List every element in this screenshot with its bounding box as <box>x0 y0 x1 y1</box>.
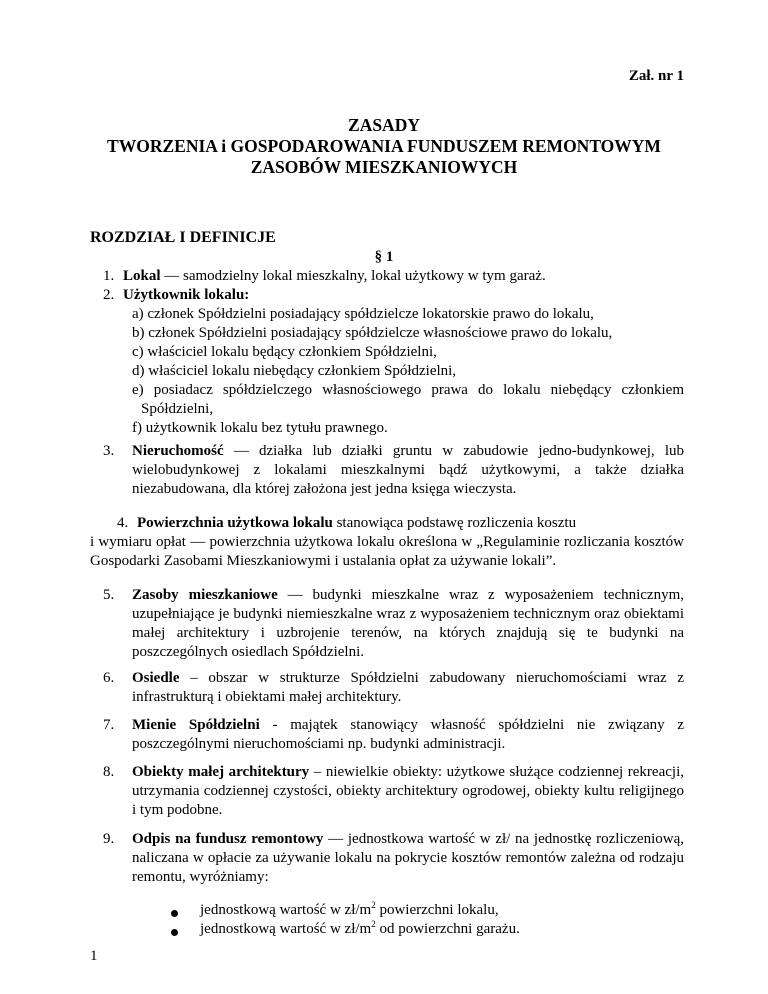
superscript: 2 <box>371 919 376 929</box>
item-text: — samodzielny lokal mieszkalny, lokal użytkowy w tym garaż. <box>160 268 546 284</box>
item-number: 1. <box>103 268 115 284</box>
bullet-icon <box>171 910 178 917</box>
superscript: 2 <box>371 900 376 910</box>
item-number: 5. <box>103 587 115 603</box>
item-number: 7. <box>103 717 115 733</box>
list-item: a) członek Spółdzielni posiadający spółdzielcze lokatorskie prawo do lokalu, <box>132 306 594 322</box>
title-line-2: TWORZENIA i GOSPODAROWANIA FUNDUSZEM REMONTOWYM <box>107 136 661 156</box>
definition-item-6 <box>132 669 684 707</box>
item-text: — działka lub działki gruntu w zabudowie jedno-budynkowej, lub wielobudynkowej z lokalami mieszkalnymi bądź użytkowymi, a także działka niezabudowana, dla której założona jest jedna księga wieczysta. <box>132 443 684 497</box>
bullet-item: jednostkową wartość w $zł/m^2$ od powierzchni garażu. <box>200 919 520 937</box>
item-number: 3. <box>103 443 115 459</box>
item-text: - majątek stanowiący własność spółdzielni nie związany z poszczególnymi nieruchomościami np. budynki administracji. <box>132 717 684 752</box>
definition-item-9 <box>132 830 684 887</box>
chapter-heading: ROZDZIAŁ I DEFINICJE <box>90 229 276 246</box>
item-number: 9. <box>103 831 115 847</box>
definition-item-2 <box>103 286 683 305</box>
item-text: stanowiąca podstawę rozliczenia kosztu <box>332 515 577 531</box>
item-term: Mienie Spółdzielni <box>132 717 260 733</box>
item-term: Nieruchomość <box>132 443 224 459</box>
item-text: – niewielkie obiekty: użytkowe służące codziennej rekreacji, utrzymania codziennej czystości, obiekty architektury ogrodowej, obiekty kultu religijnego i tym podobne. <box>132 764 684 818</box>
title-line-1: ZASADY <box>348 115 420 135</box>
list-item: e) posiadacz spółdzielczego własnościowego prawa do lokalu niebędący członkiem <box>132 382 684 398</box>
item-term: Obiekty małej architektury <box>132 764 310 780</box>
item-number: 2. <box>103 287 115 303</box>
item-number: 8. <box>103 764 115 780</box>
document-title <box>0 115 768 178</box>
definition-item-7 <box>132 716 684 754</box>
item-term: Osiedle <box>132 670 180 686</box>
page-number: 1 <box>90 948 98 964</box>
definition-item-4-continued: i wymiaru opłat — powierzchnia użytkowa lokalu określona w „Regulaminie rozliczania kosztów Gospodarki Zasobami Mieszkaniowymi i ustalania opłat za używanie lokali”. <box>90 534 684 569</box>
list-item: d) właściciel lokalu niebędący członkiem Spółdzielni, <box>132 363 457 379</box>
list-item-continuation: Spółdzielni, <box>141 401 214 417</box>
item-term: Powierzchnia użytkowa lokalu <box>137 515 333 531</box>
item-term: Zasoby mieszkaniowe <box>132 587 278 603</box>
user-types-list <box>132 305 684 438</box>
item-number: 4. <box>117 515 129 531</box>
item-term: Odpis na fundusz remontowy <box>132 831 324 847</box>
section-symbol: § 1 <box>374 249 394 265</box>
definition-item-4 <box>117 514 684 533</box>
item-term: Lokal <box>123 268 161 284</box>
item-text: – obszar w strukturze Spółdzielni zabudowany nieruchomościami wraz z infrastrukturą i obiektami małej architektury. <box>132 670 684 705</box>
item-number: 6. <box>103 670 115 686</box>
definition-item-1 <box>103 267 683 286</box>
list-item: c) właściciel lokalu będący członkiem Spółdzielni, <box>132 344 437 360</box>
definition-item-8 <box>132 763 684 820</box>
definition-item-5 <box>132 586 684 662</box>
title-line-3: ZASOBÓW MIESZKANIOWYCH <box>250 157 518 177</box>
item-term: Użytkownik lokalu: <box>123 287 250 303</box>
item-text: — jednostkowa wartość w zł/ na jednostkę rozliczeniową, naliczana w opłacie za używanie lokalu na pokrycie kosztów remontów zależna od rodzaju remontu, wyróżniamy: <box>132 831 684 885</box>
bullet-item: jednostkową wartość w $zł/m^2$ powierzchni lokalu, <box>200 900 499 918</box>
definition-item-3 <box>132 442 684 499</box>
attachment-label: Zał. nr 1 <box>628 68 684 84</box>
bullet-icon <box>171 929 178 936</box>
item-text: — budynki mieszkalne wraz z wyposażeniem technicznym, uzupełniające je budynki niemieszkalne wraz z wyposażeniem technicznym oraz obiektami małej architektury i uzbrojenie terenów, na których znajdują się te budynki na poszczególnych osiedlach Spółdzielni. <box>132 587 684 660</box>
list-item: f) użytkownik lokalu bez tytułu prawnego. <box>132 420 388 436</box>
list-item: b) członek Spółdzielni posiadający spółdzielcze własnościowe prawo do lokalu, <box>132 325 613 341</box>
